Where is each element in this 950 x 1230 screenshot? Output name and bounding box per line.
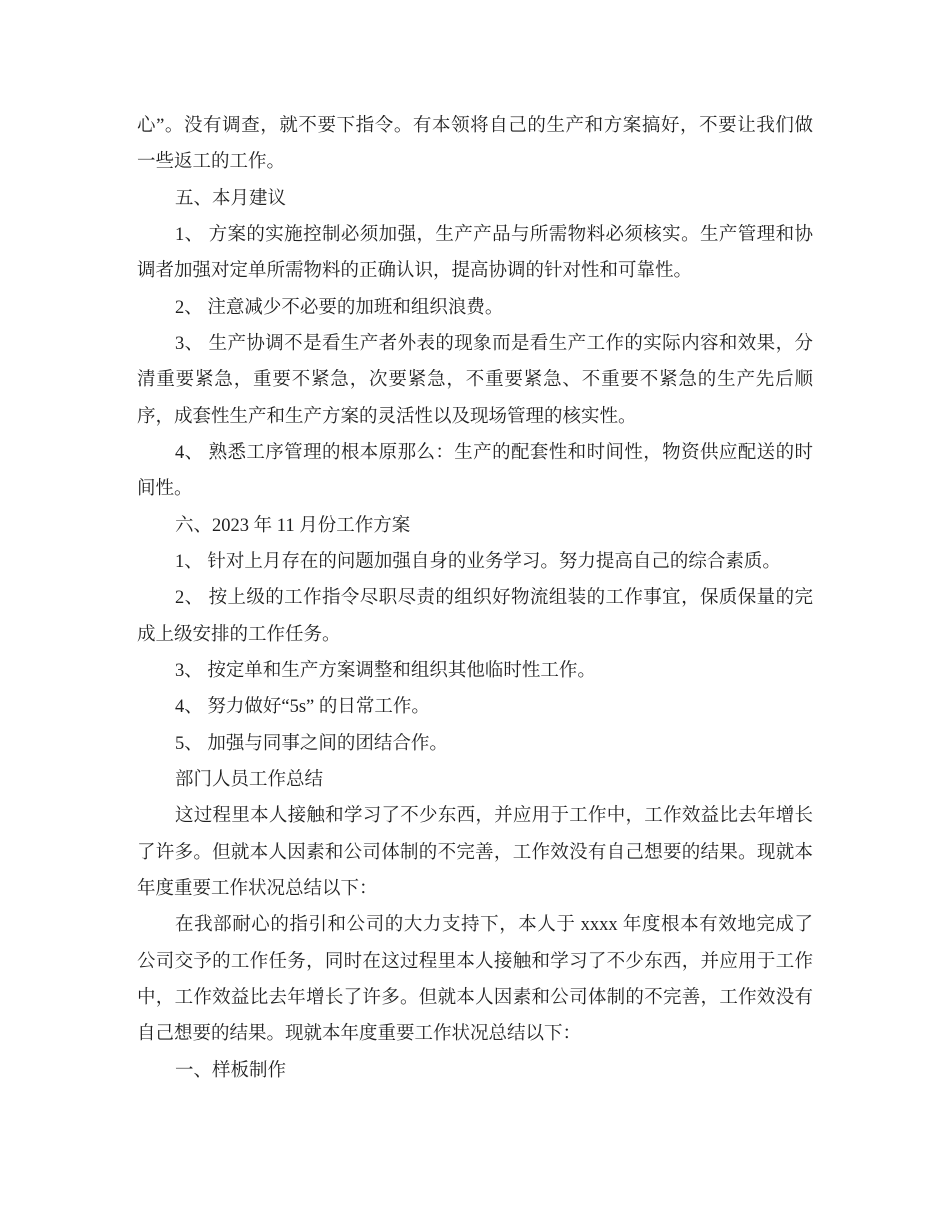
text-line: 1、 方案的实施控制必须加强，生产产品与所需物料必须核实。生产管理和协 (175, 224, 813, 245)
text-line: 五、本月建议 (175, 188, 287, 209)
text-line: 部门人员工作总结 (175, 769, 324, 790)
text-line: 这过程里本人接触和学习了不少东西，并应用于工作中，工作效益比去年增长 (175, 806, 813, 827)
text-line: 公司交予的工作任务，同时在这过程里本人接触和学习了不少东西，并应用于工作 (137, 951, 813, 972)
text-line: 2、 注意减少不必要的加班和组织浪费。 (175, 297, 504, 318)
text-line: 自己想要的结果。现就本年度重要工作状况总结以下： (137, 1024, 582, 1045)
text-line: 中，工作效益比去年增长了许多。但就本人因素和公司体制的不完善，工作效没有 (137, 987, 813, 1008)
text-line: 4、 熟悉工序管理的根本原那么：生产的配套性和时间性，物资供应配送的时 (175, 442, 813, 463)
text-line: 在我部耐心的指引和公司的大力支持下，本人于 xxxx 年度根本有效地完成了 (175, 915, 813, 936)
text-line: 清重要紧急，重要不紧急，次要紧急，不重要紧急、不重要不紧急的生产先后顺 (137, 370, 813, 391)
text-line: 成上级安排的工作任务。 (137, 624, 341, 645)
text-line: 心”。没有调查，就不要下指令。有本领将自己的生产和方案搞好，不要让我们做 (137, 116, 813, 136)
text-line: 一些返工的工作。 (137, 152, 286, 173)
text-line: 年度重要工作状况总结以下： (137, 878, 378, 899)
text-line: 3、 生产协调不是看生产者外表的现象而是看生产工作的实际内容和效果，分 (175, 333, 813, 354)
text-line: 了许多。但就本人因素和公司体制的不完善，工作效没有自己想要的结果。现就本 (137, 842, 813, 863)
text-line: 2、 按上级的工作指令尽职尽责的组织好物流组装的工作事宜，保质保量的完 (175, 588, 813, 609)
text-line: 一、样板制作 (175, 1060, 287, 1081)
text-line: 间性。 (137, 479, 193, 500)
text-line: 1、 针对上月存在的问题加强自身的业务学习。努力提高自己的综合素质。 (175, 551, 781, 572)
text-line: 5、 加强与同事之间的团结合作。 (175, 733, 448, 754)
text-line: 调者加强对定单所需物料的正确认识，提高协调的针对性和可靠性。 (137, 261, 693, 282)
text-line: 3、 按定单和生产方案调整和组织其他临时性工作。 (175, 660, 596, 681)
text-line: 4、 努力做好“5s” 的日常工作。 (175, 697, 430, 718)
text-line: 六、2023 年 11 月份工作方案 (175, 515, 411, 536)
document-body (137, 108, 813, 1089)
text-line: 序，成套性生产和生产方案的灵活性以及现场管理的核实性。 (137, 406, 637, 427)
